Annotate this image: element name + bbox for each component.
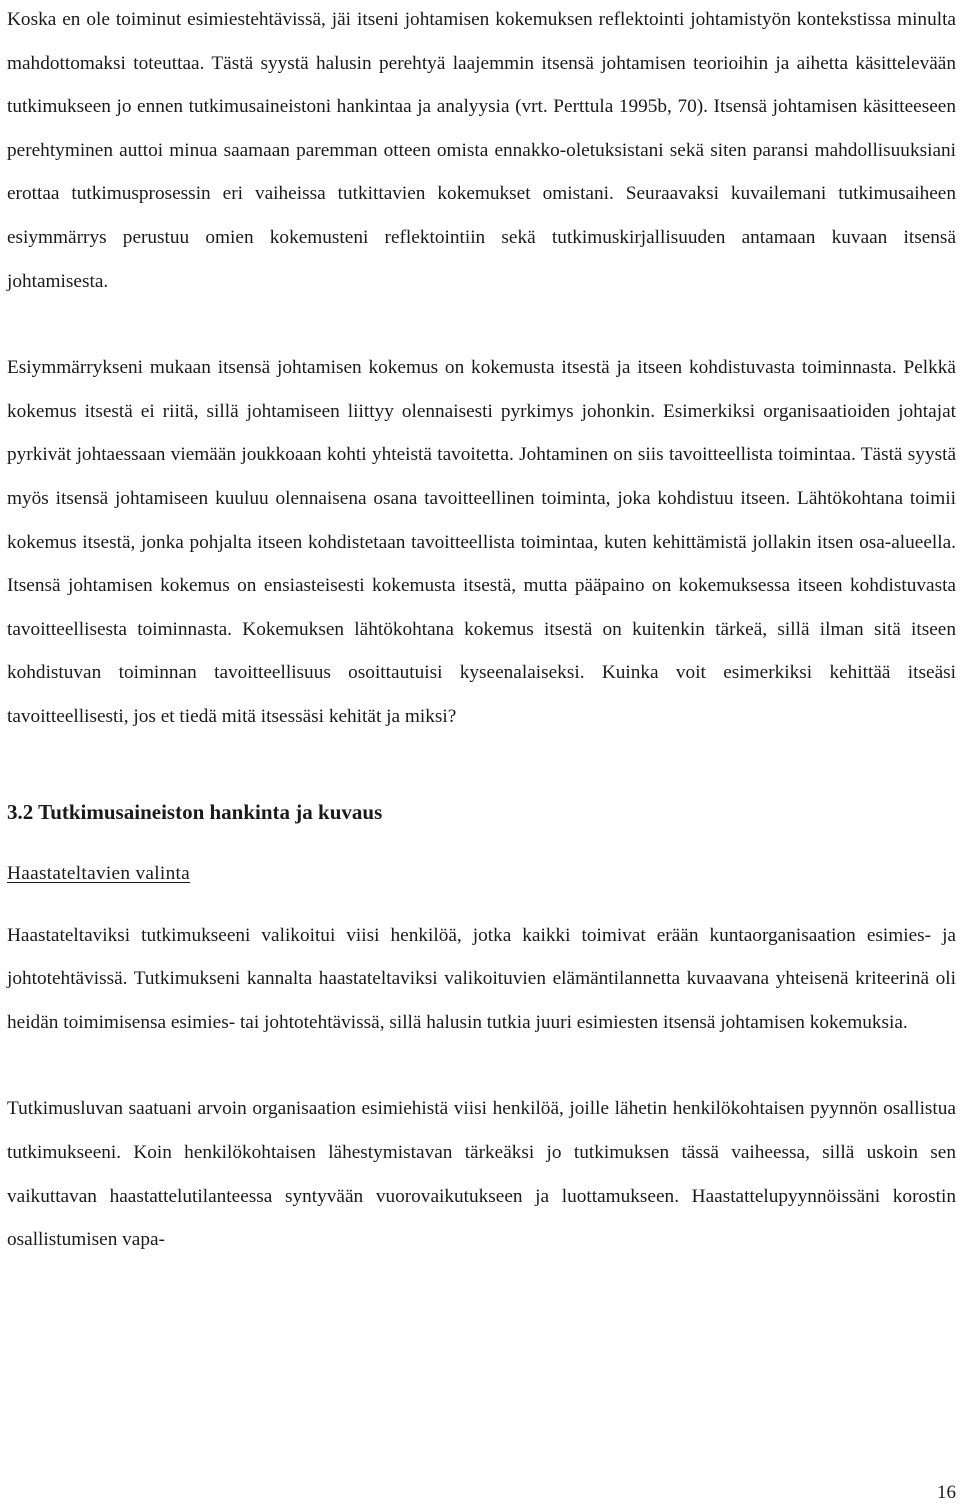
subsection-heading: Haastateltavien valinta bbox=[7, 863, 191, 885]
heading-spacer bbox=[7, 896, 956, 914]
paragraph-spacer bbox=[7, 1044, 956, 1087]
body-paragraph: Tutkimusluvan saatuani arvoin organisaation esimiehistä viisi henkilöä, joille lähetin henkilökohtaisen pyynnön osallistua tutkimukseeni. Koin henkilökohtaisen lähestymistavan tärkeäksi jo tutkimuksen tässä vaiheessa, sillä uskoin sen vaikuttavan haastattelutilanteessa syntyvään vuorovaikutukseen ja luottamukseen. Haastattelupyynnöissäni korostin osallistumisen vapa- bbox=[7, 1098, 956, 1251]
paragraph-spacer bbox=[7, 739, 956, 791]
body-paragraph: Koska en ole toiminut esimiestehtävissä, jäi itseni johtamisen kokemuksen reflektointi johtamistyön kontekstissa minulta mahdottomaksi toteuttaa. Tästä syystä halusin perehtyä laajemmin itsensä johtamisen teorioihin ja aihetta käsittelevään tutkimukseen jo ennen tutkimusaineistoni hankintaa ja analyysia (vrt. Perttula 1995b, 70). Itsensä johtamisen käsitteeseen perehtyminen auttoi minua saamaan paremman otteen omista ennakko-oletuksistani sekä siten paransi mahdollisuuksiani erottaa tutkimusprosessin eri vaiheissa tutkittavien kokemukset omistani. Seuraavaksi kuvailemani tutkimusaiheen esiymmärrys perustuu omien kokemusteni reflektointiin sekä tutkimuskirjallisuuden antamaan kuvaan itsensä johtamisesta. bbox=[7, 9, 956, 292]
section-heading: 3.2 Tutkimusaineiston hankinta ja kuvaus bbox=[7, 799, 383, 824]
heading-spacer bbox=[7, 834, 956, 852]
body-paragraph: Esiymmärrykseni mukaan itsensä johtamisen kokemus on kokemusta itsestä ja itseen kohdistuvasta toiminnasta. Pelkkä kokemus itsestä ei riitä, sillä johtamiseen liittyy olennaisesti pyrkimys johonkin. Esimerkiksi organisaatioiden johtajat pyrkivät johtaessaan viemään joukkoaan kohti yhteistä tavoitetta. Johtaminen on siis tavoitteellista toimintaa. Tästä syystä myös itsensä johtamiseen kuuluu olennaisena osana tavoitteellinen toiminta, joka kohdistuu itseen. Lähtökohtana toimii kokemus itsestä, jonka pohjalta itseen kohdistetaan tavoitteellista toimintaa, kuten kehittämistä jollakin itsen osa-alueella. Itsensä johtamisen kokemus on ensiasteisesti kokemusta itsestä, mutta pääpaino on kokemuksessa itseen kohdistuvasta tavoitteellisesta toiminnasta. Kokemuksen lähtökohtana kokemus itsestä on kuitenkin tärkeä, sillä ilman sitä itseen kohdistuvan toiminnan tavoitteellisuus osoittautuisi kyseenalaiseksi. Kuinka voit esimerkiksi kehittää itseäsi tavoitteellisesti, jos et tiedä mitä itsessäsi kehität ja miksi? bbox=[7, 357, 956, 727]
body-paragraph: Haastateltaviksi tutkimukseeni valikoitui viisi henkilöä, jotka kaikki toimivat erään kuntaorganisaation esimies- ja johtotehtävissä. Tutkimukseni kannalta haastateltaviksi valikoituvien elämäntilannetta kuvaavana yhteisenä kriteerinä oli heidän toimimisensa esimies- tai johtotehtävissä, sillä halusin tutkia juuri esimiesten itsensä johtamisen kokemuksia. bbox=[7, 924, 956, 1033]
page-number: 16 bbox=[937, 1482, 956, 1503]
paragraph-spacer bbox=[7, 303, 956, 346]
